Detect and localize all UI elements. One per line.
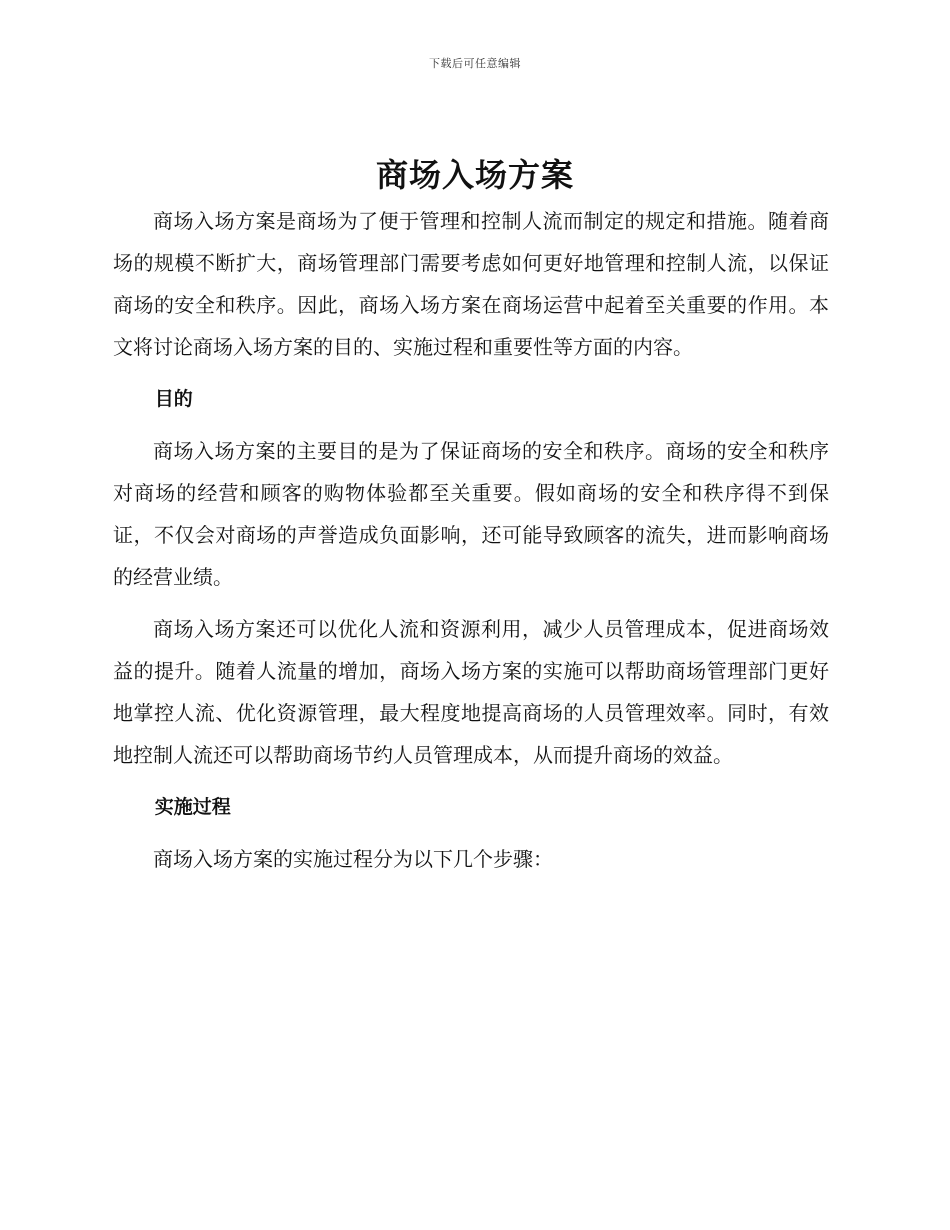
header-note: 下载后可任意编辑 <box>429 57 521 70</box>
page-title: 商场入场方案 <box>375 156 574 194</box>
document-body <box>113 200 829 890</box>
purpose-paragraph-2: 商场入场方案还可以优化人流和资源利用，减少人员管理成本，促进商场效益的提升。随着人流量的增加，商场入场方案的实施可以帮助商场管理部门更好地掌控人流、优化资源管理，最大程度地提高商场的人员管理效率。同时，有效地控制人流还可以帮助商场节约人员管理成本，从而提升商场的效益。 <box>113 617 829 767</box>
implementation-paragraph-1: 商场入场方案的实施过程分为以下几个步骤： <box>153 847 553 871</box>
purpose-paragraph-1: 商场入场方案的主要目的是为了保证商场的安全和秩序。商场的安全和秩序对商场的经营和顾客的购物体验都至关重要。假如商场的安全和秩序得不到保证，不仅会对商场的声誉造成负面影响，还可能导致顾客的流失，进而影响商场的经营业绩。 <box>113 439 829 589</box>
section-heading-implementation: 实施过程 <box>154 796 231 818</box>
intro-paragraph: 商场入场方案是商场为了便于管理和控制人流而制定的规定和措施。随着商场的规模不断扩大，商场管理部门需要考虑如何更好地管理和控制人流，以保证商场的安全和秩序。因此，商场入场方案在商场运营中起着至关重要的作用。本文将讨论商场入场方案的目的、实施过程和重要性等方面的内容。 <box>113 209 829 359</box>
section-heading-purpose: 目的 <box>154 388 193 410</box>
